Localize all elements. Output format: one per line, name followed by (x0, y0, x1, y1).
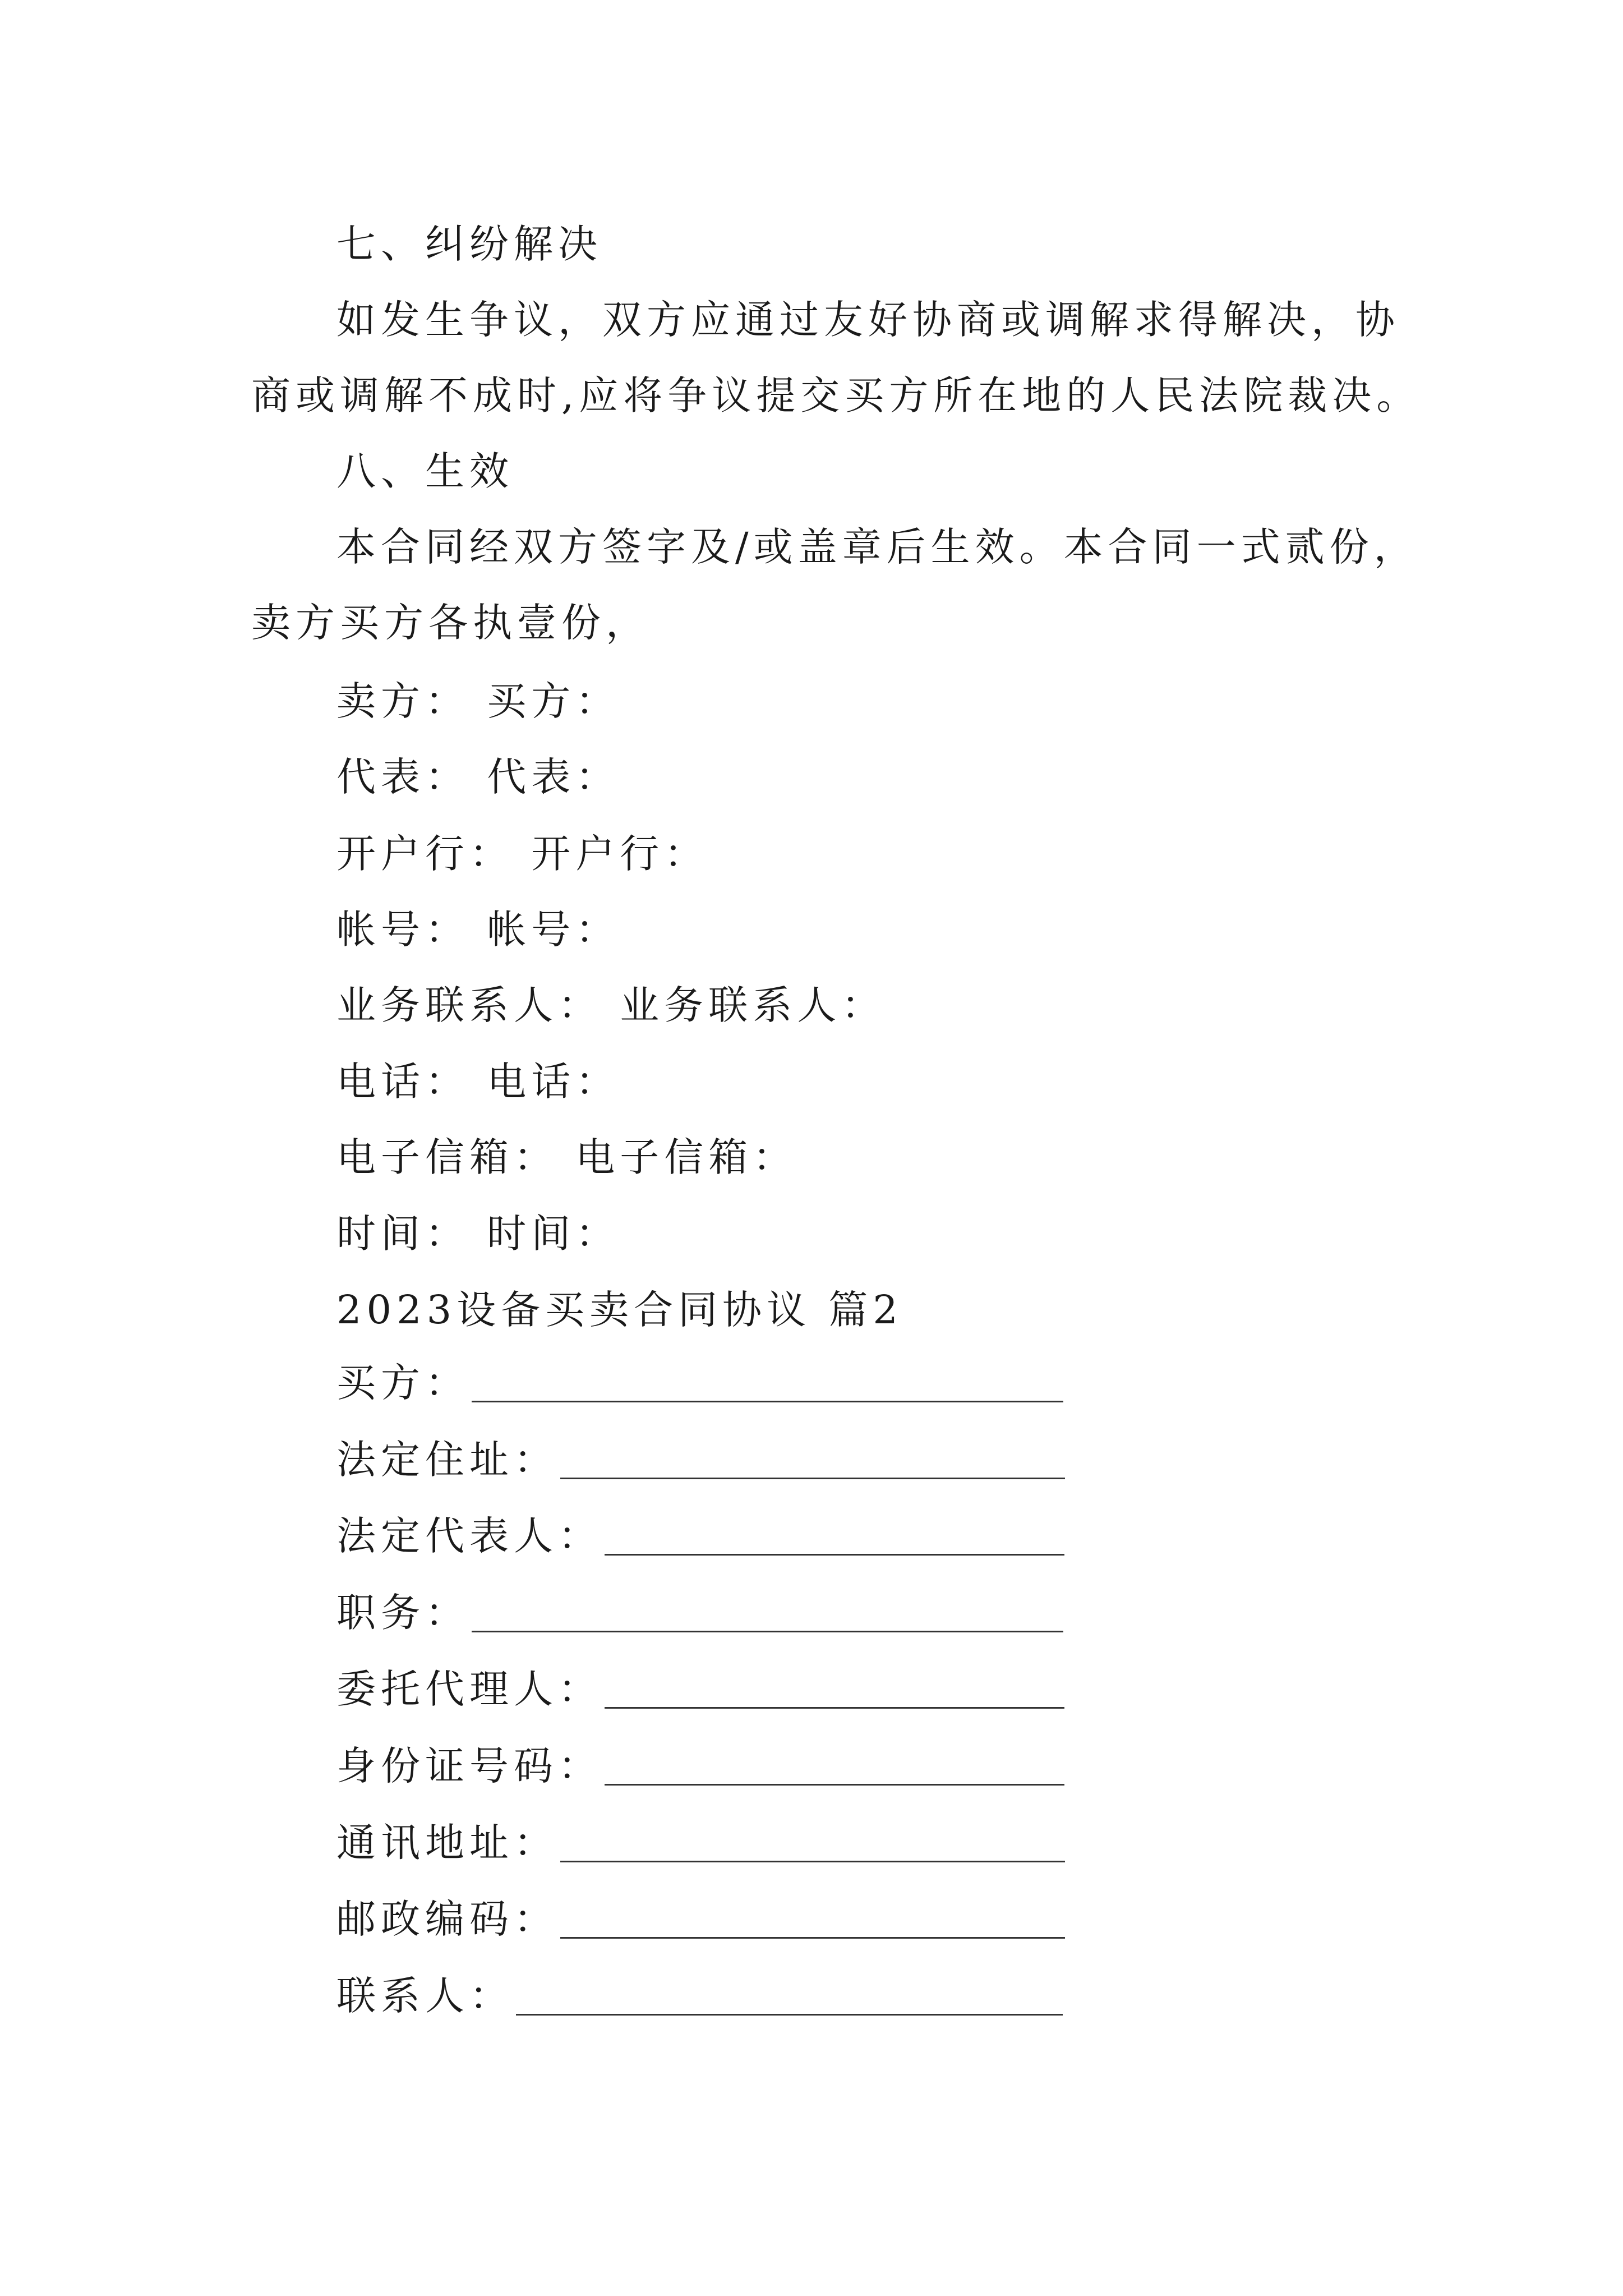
paragraph-line: 如发生争议，双方应通过友好协商或调解求得解决，协 (336, 297, 1400, 343)
fill-in-blank (560, 1904, 1065, 1939)
field-buyer (336, 1360, 1063, 1406)
fill-in-blank (560, 1828, 1065, 1862)
field-legal-representative (336, 1513, 1064, 1559)
field-label: 身份证号码： (336, 1743, 602, 1789)
field-label: 通讯地址： (336, 1820, 558, 1866)
part2-title: 2023设备买卖合同协议 篇2 (336, 1287, 903, 1333)
field-label: 委托代理人： (336, 1666, 602, 1712)
field-label: 职务： (336, 1590, 469, 1636)
field-agent (336, 1666, 1064, 1712)
field-mailing-address (336, 1820, 1065, 1866)
field-postal-code (336, 1896, 1065, 1942)
paragraph-line: 商或调解不成时,应将争议提交买方所在地的人民法院裁决。 (251, 372, 1421, 418)
field-label: 买方： (336, 1360, 469, 1406)
field-position (336, 1590, 1063, 1636)
signature-row-representative: 代表： 代表： (336, 754, 620, 800)
field-legal-address (336, 1437, 1065, 1483)
signature-row-account: 帐号： 帐号： (336, 907, 620, 953)
fill-in-blank (605, 1674, 1064, 1709)
field-contact-person (336, 1973, 1063, 2019)
section-heading-effect: 八、生效 (336, 448, 514, 494)
signature-row-contact: 业务联系人： 业务联系人： (336, 982, 886, 1028)
signature-row-email: 电子信箱： 电子信箱： (336, 1134, 797, 1180)
paragraph-line: 卖方买方各执壹份， (251, 600, 650, 646)
signature-row-time: 时间： 时间： (336, 1211, 620, 1257)
signature-row-party: 卖方： 买方： (336, 678, 620, 724)
field-label: 联系人： (336, 1973, 514, 2019)
field-label: 法定代表人： (336, 1513, 602, 1559)
fill-in-blank (560, 1445, 1065, 1479)
fill-in-blank (472, 1368, 1063, 1402)
fill-in-blank (605, 1751, 1064, 1786)
fill-in-blank (605, 1521, 1064, 1556)
fill-in-blank (472, 1598, 1063, 1632)
field-label: 邮政编码： (336, 1896, 558, 1942)
signature-row-phone: 电话： 电话： (336, 1059, 620, 1105)
paragraph-line: 本合同经双方签字及/或盖章后生效。本合同一式贰份， (336, 524, 1418, 570)
field-id-number (336, 1743, 1064, 1789)
fill-in-blank (516, 1981, 1063, 2016)
signature-row-bank: 开户行： 开户行： (336, 831, 709, 877)
field-label: 法定住址： (336, 1437, 558, 1483)
section-heading-dispute: 七、纠纷解决 (336, 221, 602, 267)
